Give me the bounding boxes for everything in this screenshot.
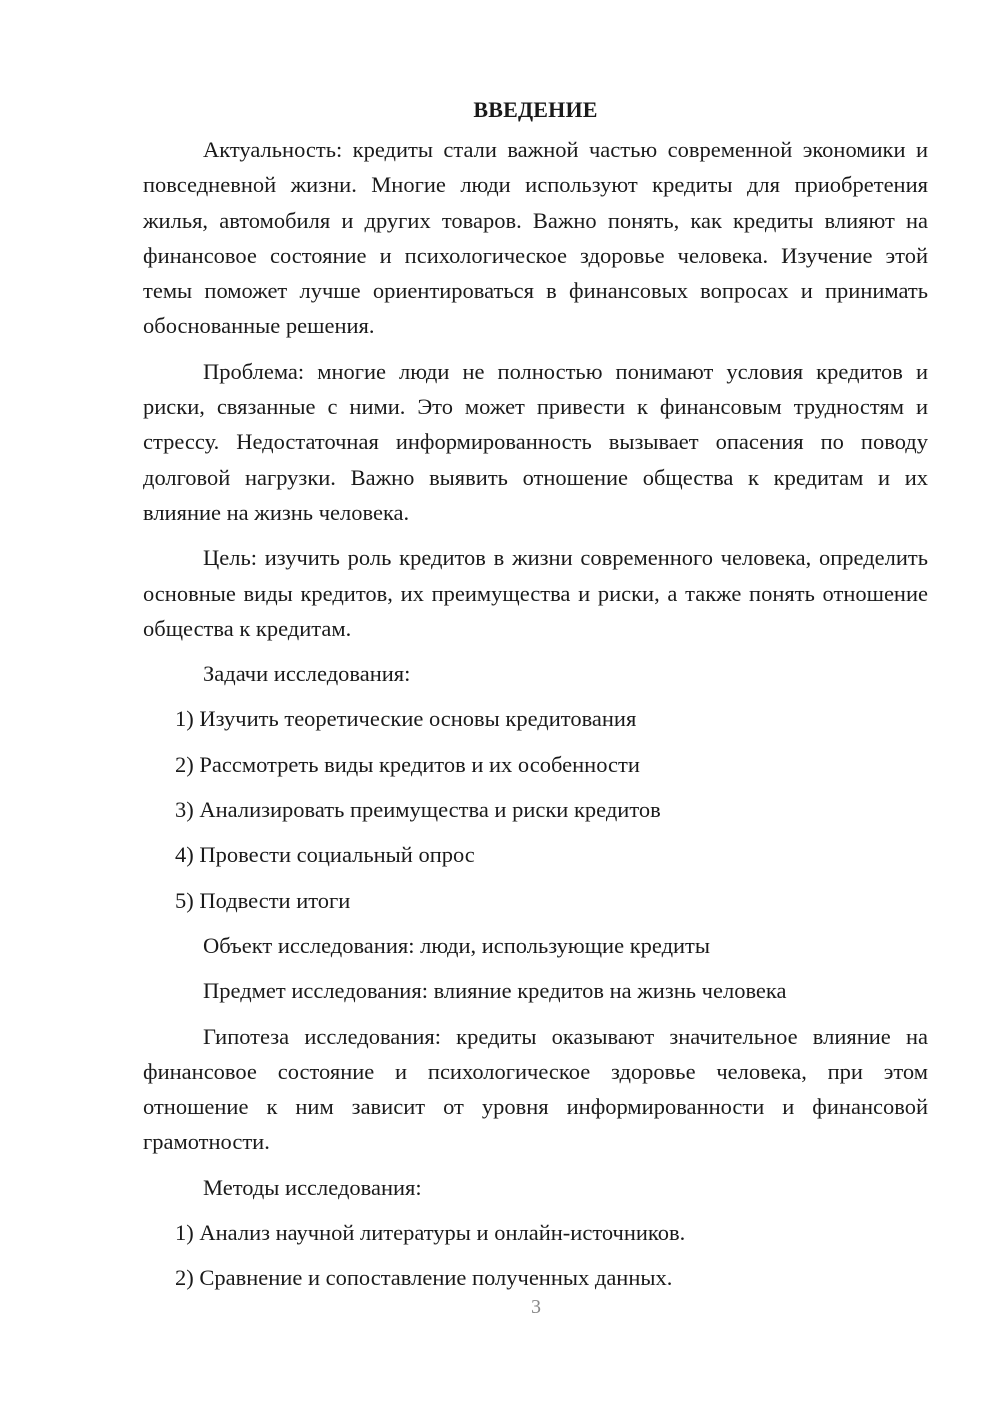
method-item: 2) Сравнение и сопоставление полученных данных.: [175, 1265, 673, 1291]
task-item: 1) Изучить теоретические основы кредитования: [175, 706, 637, 732]
methods-heading: Методы исследования:: [203, 1174, 422, 1200]
goal-paragraph: Цель: изучить роль кредитов в жизни современного человека, определить основные виды кредитов, их преимущества и риски, а также понять отношение общества к кредитам.: [143, 545, 928, 641]
tasks-heading: Задачи исследования:: [203, 661, 411, 687]
task-item: 5) Подвести итоги: [175, 887, 351, 913]
relevance-paragraph: Актуальность: кредиты стали важной частью современной экономики и повседневной жизни. Многие люди используют кредиты для приобретения жилья, автомобиля и других товаров. Важно понять, как кредиты влияют на финансовое состояние и психологическое здоровье человека. Изучение этой темы поможет лучше ориентироваться в финансовых вопросах и принимать обоснованные решения.: [143, 137, 928, 339]
tasks-list: [143, 701, 928, 917]
page-number: 3: [531, 1296, 541, 1318]
document-page: [143, 92, 928, 1306]
task-item: 4) Провести социальный опрос: [175, 842, 475, 868]
hypothesis-paragraph: Гипотеза исследования: кредиты оказывают значительное влияние на финансовое состояние и психологическое здоровье человека, при этом отношение к ним зависит от уровня информированности и финансовой грамотности.: [143, 1023, 928, 1155]
section-title: ВВЕДЕНИЕ: [473, 97, 598, 122]
methods-list: [143, 1215, 928, 1296]
task-item: 2) Рассмотреть виды кредитов и их особенности: [175, 751, 640, 777]
object-paragraph: Объект исследования: люди, использующие кредиты: [203, 932, 711, 958]
method-item: 1) Анализ научной литературы и онлайн-источников.: [175, 1220, 686, 1246]
task-item: 3) Анализировать преимущества и риски кредитов: [175, 797, 661, 823]
problem-paragraph: Проблема: многие люди не полностью понимают условия кредитов и риски, связанные с ними. Это может привести к финансовым трудностям и стрессу. Недостаточная информированность вызывает опасения по поводу долговой нагрузки. Важно выявить отношение общества к кредитам и их влияние на жизнь человека.: [143, 358, 928, 525]
subject-paragraph: Предмет исследования: влияние кредитов на жизнь человека: [203, 978, 787, 1004]
